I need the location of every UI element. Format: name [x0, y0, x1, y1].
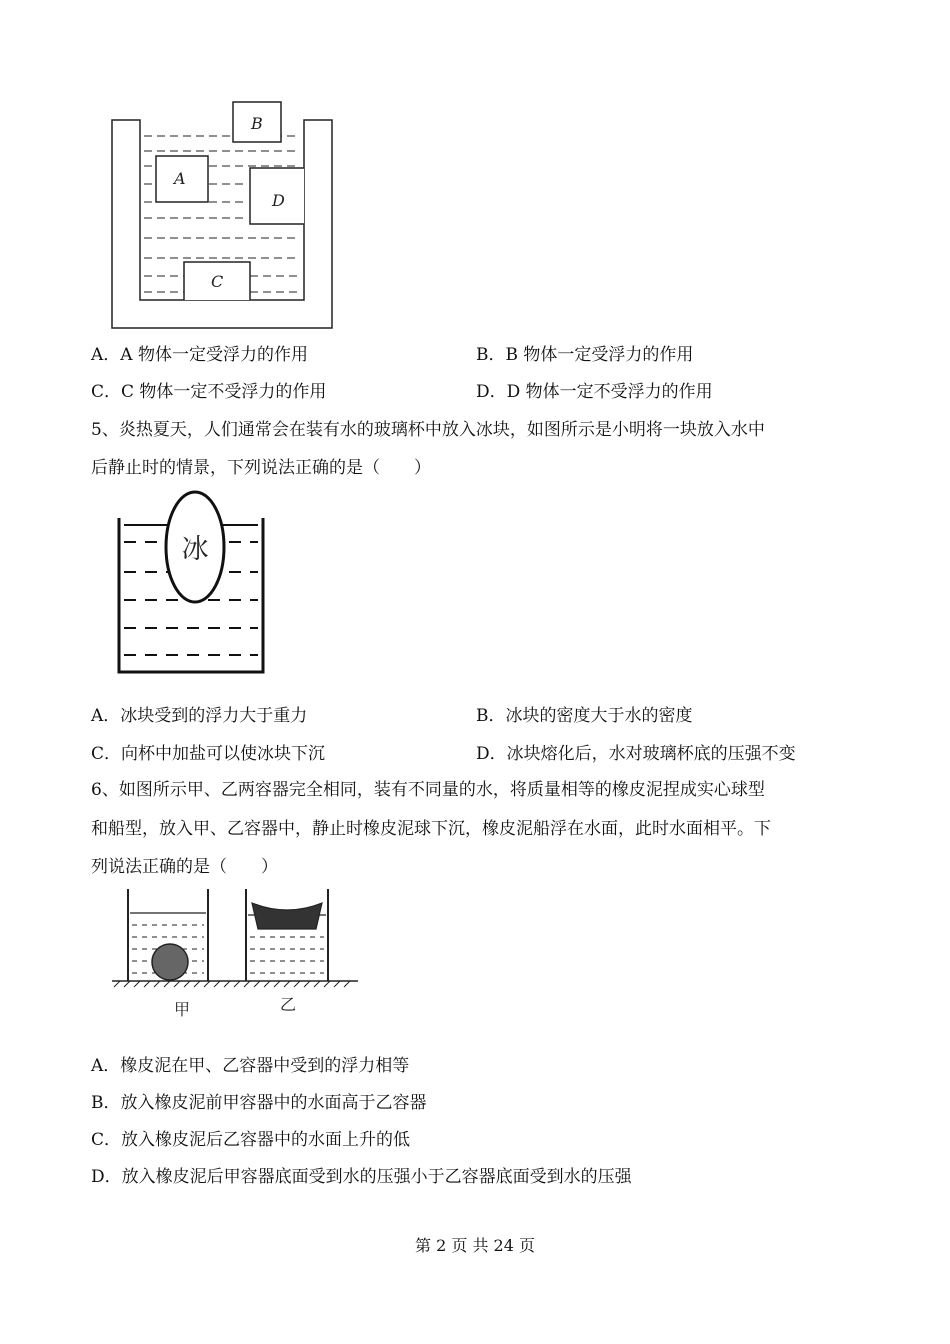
- q6-option-b: B．放入橡皮泥前甲容器中的水面高于乙容器: [91, 1093, 427, 1113]
- page-footer: 第 2 页 共 24 页: [415, 1236, 535, 1255]
- q5-stem-line1: 5、炎热夏天，人们通常会在装有水的玻璃杯中放入冰块，如图所示是小明将一块放入水中: [91, 420, 765, 440]
- label-b: B: [251, 114, 263, 133]
- label-d: D: [272, 191, 285, 210]
- q6-stem-line1: 6、如图所示甲、乙两容器完全相同，装有不同量的水，将质量相等的橡皮泥捏成实心球型: [91, 780, 765, 800]
- q6-stem-line2: 和船型，放入甲、乙容器中，静止时橡皮泥球下沉，橡皮泥船浮在水面，此时水面相平。下: [91, 819, 771, 839]
- q6-stem-line3: 列说法正确的是（ ）: [91, 857, 278, 877]
- figure-ice-in-glass: [112, 490, 267, 675]
- q5-option-c: C．向杯中加盐可以使冰块下沉: [91, 744, 326, 764]
- q5-option-a: A．冰块受到的浮力大于重力: [91, 706, 308, 726]
- ice-label: 冰: [181, 534, 209, 565]
- q4-option-b: B．B 物体一定受浮力的作用: [476, 345, 694, 365]
- label-yi: 乙: [279, 995, 297, 1014]
- label-jia: 甲: [173, 1000, 191, 1019]
- q6-option-d: D．放入橡皮泥后甲容器底面受到水的压强小于乙容器底面受到水的压强: [91, 1167, 632, 1187]
- q5-option-d: D．冰块熔化后，水对玻璃杯底的压强不变: [476, 744, 796, 764]
- figure-two-containers: [110, 885, 360, 1020]
- q4-option-c: C．C 物体一定不受浮力的作用: [91, 382, 327, 402]
- q4-option-d: D．D 物体一定不受浮力的作用: [476, 382, 713, 402]
- q6-option-a: A．橡皮泥在甲、乙容器中受到的浮力相等: [91, 1056, 410, 1076]
- figure-container-abcd: [108, 98, 338, 333]
- q6-option-c: C．放入橡皮泥后乙容器中的水面上升的低: [91, 1130, 411, 1150]
- q5-stem-line2: 后静止时的情景，下列说法正确的是（ ）: [91, 458, 431, 478]
- q5-option-b: B．冰块的密度大于水的密度: [476, 706, 693, 726]
- label-a: A: [174, 169, 186, 188]
- q4-option-a: A．A 物体一定受浮力的作用: [91, 345, 308, 365]
- label-c: C: [211, 272, 224, 291]
